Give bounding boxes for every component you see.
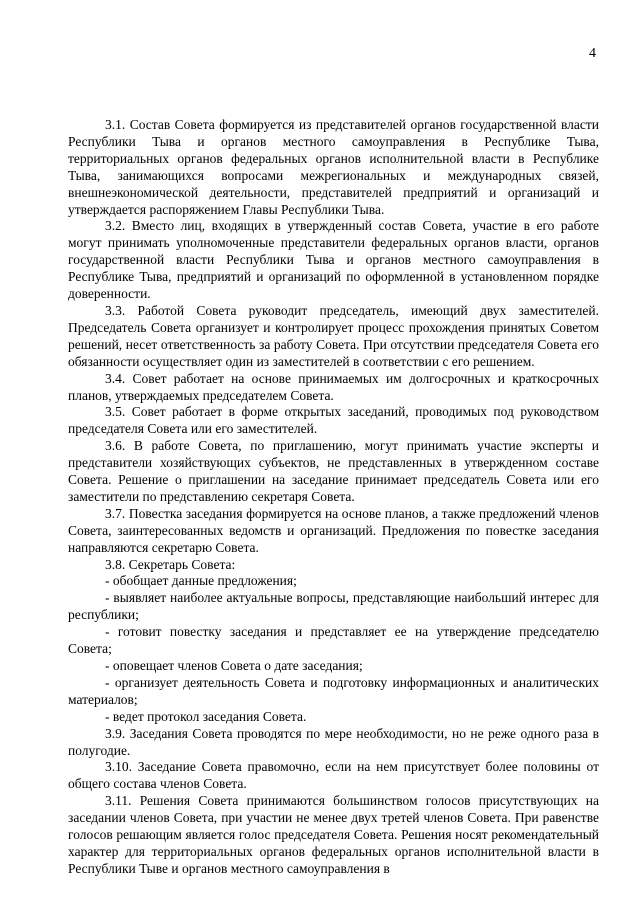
page-number: 4 bbox=[589, 46, 596, 61]
paragraph-3-9: 3.9. Заседания Совета проводятся по мере необходимости, но не реже одного раза в полугодие. bbox=[68, 725, 599, 758]
list-item: - ведет протокол заседания Совета. bbox=[105, 708, 307, 724]
list-item: - готовит повестку заседания и представляет ее на утверждение председателю Совета; bbox=[68, 624, 599, 657]
list-item: - оповещает членов Совета о дате заседания; bbox=[105, 658, 363, 673]
list-item: - организует деятельность Совета и подготовку информационных и аналитических материалов; bbox=[68, 674, 599, 707]
paragraph-3-8: 3.8. Секретарь Совета: bbox=[105, 556, 236, 572]
paragraph-3-7: 3.7. Повестка заседания формируется на основе планов, а также предложений членов Совета, заинтересованных ведомств и организаций. Предложения по повестке заседания направляются секретарю Совета. bbox=[68, 505, 599, 555]
document-body bbox=[68, 117, 599, 878]
paragraph-3-5: 3.5. Совет работает в форме открытых заседаний, проводимых под руководством председателя Совета или его заместителей. bbox=[68, 404, 599, 437]
list-item: - обобщает данные предложения; bbox=[105, 573, 297, 589]
paragraph-3-2: 3.2. Вместо лиц, входящих в утвержденный состав Совета, участие в его работе могут принимать уполномоченные представители федеральных органов власти, органов государственной власти Республики Тыва и органов местного самоуправления в Республике Тыва, предприятий и организаций по оформленной в установленном порядке доверенности. bbox=[68, 218, 599, 302]
paragraph-3-4: 3.4. Совет работает на основе принимаемых им долгосрочных и краткосрочных планов, утверждаемых председателем Совета. bbox=[68, 370, 599, 403]
paragraph-3-11: 3.11. Решения Совета принимаются большинством голосов присутствующих на заседании членов Совета, при участии не менее двух третей членов Совета. При равенстве голосов решающим является голос председателя Совета. Решения носят рекомендательный характер для территориальных органов федеральных органов исполнительной власти в Республики Тыве и органов местного самоуправления в bbox=[68, 793, 599, 876]
paragraph-3-1: 3.1. Состав Совета формируется из представителей органов государственной власти Республики Тыва и органов местного самоуправления в Республике Тыва, территориальных органов федеральных органов исполнительной власти в Республике Тыва, занимающихся вопросами межрегиональных и международных связей, внешнеэкономической деятельности, представителей предприятий и организаций и утверждается распоряжением Главы Республики Тыва. bbox=[68, 117, 599, 217]
paragraph-3-10: 3.10. Заседание Совета правомочно, если на нем присутствует более половины от общего состава членов Совета. bbox=[68, 759, 599, 792]
paragraph-3-3: 3.3. Работой Совета руководит председатель, имеющий двух заместителей. Председатель Совета организует и контролирует процесс прохождения принятых Советом решений, несет ответственность за работу Совета. При отсутствии председателя Совета его обязанности осуществляет один из заместителей в соответствии с его решением. bbox=[68, 302, 599, 369]
paragraph-3-6: 3.6. В работе Совета, по приглашению, могут принимать участие эксперты и представители хозяйствующих субъектов, не представленных в утвержденном составе Совета. Решение о приглашении на заседание принимает председатель Совета или его заместители по представлению секретаря Совета. bbox=[68, 438, 599, 504]
list-item: - выявляет наиболее актуальные вопросы, представляющие наибольший интерес для республики; bbox=[68, 590, 599, 623]
